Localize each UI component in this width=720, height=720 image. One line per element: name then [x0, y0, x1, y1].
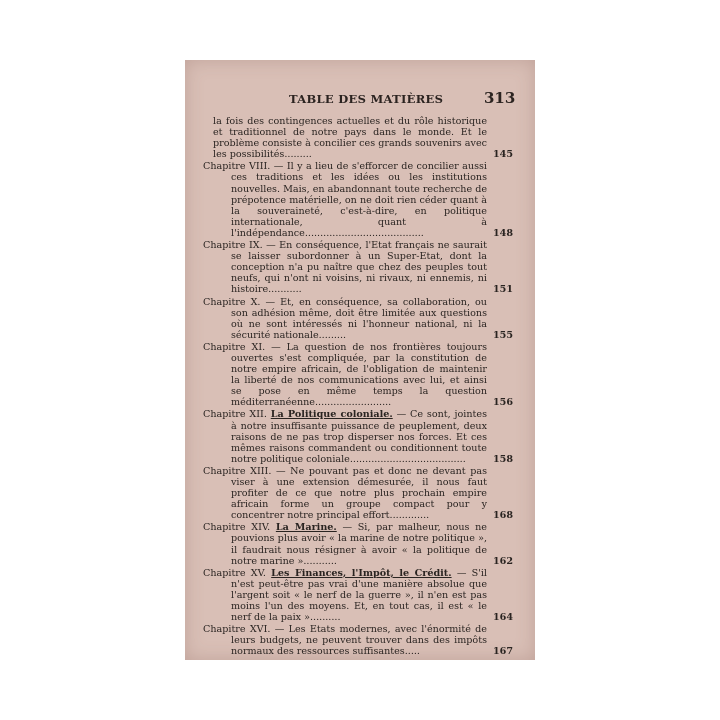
page-number: 313	[484, 89, 516, 107]
chapter-label: Chapitre XV.	[203, 567, 266, 579]
toc-entry	[203, 409, 513, 464]
toc-entry	[203, 116, 513, 160]
entry-page-number: 156	[492, 397, 513, 409]
table-of-contents	[203, 116, 513, 659]
entry-page-number: 168	[492, 510, 513, 522]
chapter-label: Chapitre X.	[203, 296, 261, 308]
toc-entry	[203, 522, 513, 566]
chapter-label: Chapitre VIII.	[203, 161, 271, 173]
chapter-label: Chapitre XII.	[203, 409, 267, 421]
chapter-label: Chapitre XI.	[203, 341, 266, 353]
toc-entry	[203, 240, 513, 295]
toc-entry	[203, 568, 513, 623]
entry-text: Chapitre XIII. — Ne pouvant pas et donc ne devant pas viser à une extension démesurée, il nous faut profiter de ce que notre plus prochain empire africain forme un groupe compact pour y concentrer notre principal effort.............	[203, 465, 487, 522]
toc-entry	[203, 624, 513, 657]
entry-text: Chapitre X. — Et, en conséquence, sa collaboration, ou son adhésion même, doit être limitée aux questions où ne sont intéressés ni l'honneur national, ni la sécurité nationale.........	[203, 296, 487, 341]
chapter-heading: La Politique coloniale.	[270, 409, 393, 421]
toc-entry	[203, 161, 513, 239]
entry-page-number: 158	[492, 453, 513, 465]
running-title: TABLE DES MATIÈRES	[289, 92, 444, 106]
entry-page-number: 145	[492, 149, 513, 161]
entry-text: Chapitre IX. — En conséquence, l'Etat français ne saurait se laisser subordonner à un Super-Etat, dont la conception n'a pu naître que chez des peuples tout neufs, qui n'ont ni voisins, ni rivaux, ni ennemis, ni histoire...........	[203, 240, 487, 296]
entry-text: Chapitre XVI. — Les Etats modernes, avec l'énormité de leurs budgets, ne peuvent trouver dans des impôts normaux des ressources suffisantes.....	[203, 624, 487, 658]
toc-entry	[203, 342, 513, 409]
chapter-label: Chapitre IX.	[203, 240, 263, 252]
chapter-label: Chapitre XIII.	[203, 465, 272, 477]
entry-page-number: 167	[492, 646, 513, 658]
page-header	[185, 89, 535, 112]
chapter-heading: Les Finances, l'Impôt, le Crédit.	[271, 567, 452, 579]
entry-page-number: 155	[492, 329, 513, 341]
chapter-label: Chapitre XIV.	[203, 522, 271, 534]
entry-page-number: 148	[492, 227, 513, 239]
toc-entry	[203, 466, 513, 521]
book-page	[185, 60, 535, 660]
chapter-heading: La Marine.	[275, 522, 337, 534]
entry-page-number: 164	[492, 612, 513, 624]
entry-text: Chapitre VIII. — Il y a lieu de s'efforcer de concilier aussi ces traditions et les idées ou les institutions nouvelles. Mais, en abandonnant toute recherche de prépotence matérielle, on ne doit rien céder quant à la souveraineté, c'est-à-dire, en politique internationale, quant à l'indépendance.......................................	[203, 161, 488, 239]
entry-text: Chapitre XI. — La question de nos frontières toujours ouvertes s'est compliquée, par la constitution de notre empire africain, de l'obligation de maintenir la liberté de nos communications avec lui, et ainsi se pose en même temps la question méditerranéenne.........................	[203, 341, 487, 409]
entry-text: Chapitre XV. Les Finances, l'Impôt, le Crédit. — S'il n'est peut-être pas vrai d'une manière absolue que l'argent soit « le nerf de la guerre », il n'en est pas moins l'un des moyens. Et, en tout cas, il est « le nerf de la paix »..........	[203, 567, 487, 624]
entry-page-number: 162	[492, 555, 513, 567]
entry-text: Chapitre XII. La Politique coloniale. — Ce sont, jointes à notre insuffisante puissance de peuplement, deux raisons de ne pas trop disperser nos forces. Et ces mêmes raisons commandent ou conditionnent toute notre politique coloniale......................................	[203, 409, 487, 465]
toc-entry	[203, 297, 513, 341]
entry-page-number: 151	[492, 284, 513, 296]
chapter-label: Chapitre XVI.	[203, 624, 271, 636]
entry-text: Chapitre XIV. La Marine. — Si, par malheur, nous ne pouvions plus avoir « la marine de notre politique », il faudrait nous résigner à avoir « la politique de notre marine »...........	[203, 522, 487, 567]
entry-text: la fois des contingences actuelles et du rôle historique et traditionnel de notre pays dans le monde. Et le problème consiste à concilier ces grands souvenirs avec les possibilités.........	[213, 116, 487, 161]
